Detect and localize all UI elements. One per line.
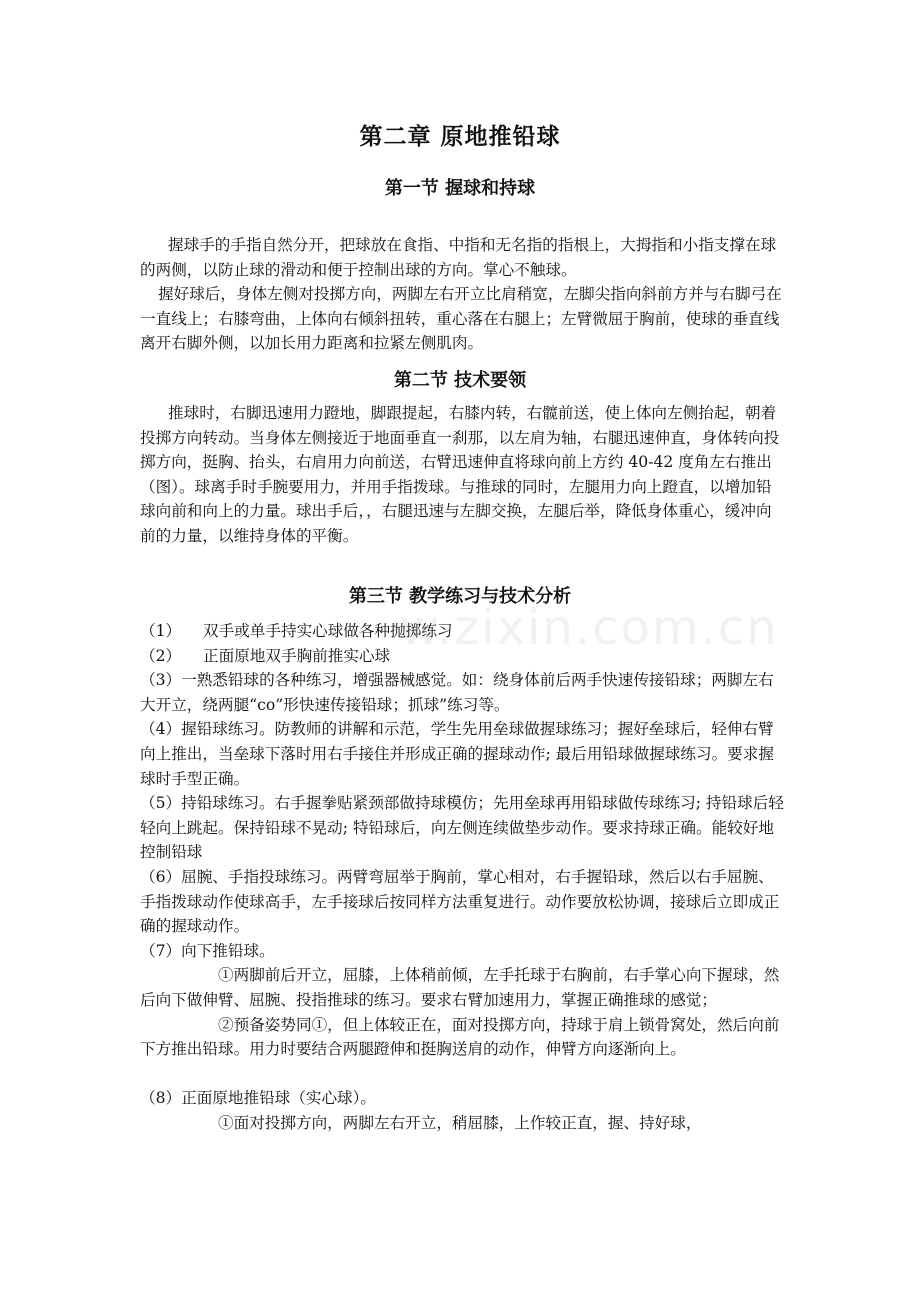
paragraph: （8）正面原地推铅球（实心球）。 [140, 1089, 377, 1108]
list-text: 双手或单手持实心球做各种抛掷练习 [203, 622, 453, 640]
section-heading-2: 第二节 技术要领 [393, 370, 527, 391]
paragraph: ①面对投掷方向，两脚左右开立，稍屈膝，上作较正直，握、持好球， [218, 1113, 702, 1132]
section2-body [140, 401, 785, 549]
paragraph: ②预备姿势同①，但上体较正在，面对投掷方向，持球于肩上锁骨窝处，然后向前下方推出铅球。用力时要结合两腿蹬伸和挺胸送肩的动作，伸臂方向逐渐向上。 [140, 1015, 780, 1059]
list-number: （2） [140, 646, 182, 665]
paragraph: 握好球后，身体左侧对投掷方向，两脚左右开立比肩稍宽，左脚尖指向斜前方并与右脚弓在一直线上；右膝弯曲，上体向右倾斜扭转，重心落在右腿上；左臂微屈于胸前，使球的垂直线离开右脚外侧，以加长用力距离和拉紧左侧肌肉。 [140, 285, 782, 353]
list-text: 正面原地双手胸前推实心球 [203, 646, 391, 665]
paragraph: （7）向下推铅球。 [140, 941, 275, 960]
paragraph: 推球时，右脚迅速用力蹬地，脚跟提起，右膝内转，右髋前送，使上体向左侧抬起，朝着投掷方向转动。当身体左侧接近于地面垂直一刹那，以左肩为轴，右腿迅速伸直，身体转向投掷方向，挺胸、抬头，右肩用力向前送，右臂迅速伸直将球向前上方约 40-42 度角左右推出（图）。球离手时手腕要用力，并用手指拨球。与推球的同时，左腿用力向上蹬直，以增加铅球向前和向上的力量。球出手后，，右腿迅速与左脚交换，左腿后举，降低身体重心，缓冲向前的力量，以维持身体的平衡。 [140, 404, 780, 545]
paragraph: （6）屈腕、手指投球练习。两臂弯屈举于胸前，掌心相对，右手握铅球，然后以右手屈腕、手指拨球动作使球高手，左手接球后按同样方法重复进行。动作要放松协调，接球后立即成正确的握球动作。 [140, 867, 780, 936]
paragraph: （4）握铅球练习。防教师的讲解和示范，学生先用垒球做握球练习；握好垒球后，轻伸右臂向上推出，当垒球下落时用右手接住并形成正确的握球动作; 最后用铅球做握球练习。要求握球时手型正确。 [140, 720, 774, 788]
section-heading-3: 第三节 教学练习与技术分析 [348, 586, 572, 607]
section3-body [140, 619, 785, 1135]
section1-body [140, 233, 785, 356]
paragraph: 握球手的手指自然分开，把球放在食指、中指和无名指的指根上，大拇指和小指支撑在球的两侧，以防止球的滑动和便于控制出球的方向。掌心不触球。 [140, 236, 777, 279]
paragraph: （5）持铅球练习。右手握拳贴紧颈部做持球模仿；先用垒球再用铅球做传球练习; 持铅球后轻轻向上跳起。保持铅球不晃动; 特铅球后，向左侧连续做垫步动作。要求持球正确。能较好地控制铅球 [140, 794, 784, 862]
paragraph: ①两脚前后开立，屈膝，上体稍前倾，左手托球于右胸前，右手掌心向下握球，然后向下做伸臂、屈腕、投指推球的练习。要求右臂加速用力，掌握正确推球的感觉； [140, 966, 780, 1009]
chapter-title: 第二章 原地推铅球 [359, 124, 561, 150]
paragraph: （3）一熟悉铅球的各种练习，增强器械感觉。如：绕身体前后两手快速传接铅球；两脚左右大开立，绕两腿“co”形快速传接铅球；抓球”练习等。 [140, 671, 774, 714]
list-number: （1） [140, 622, 182, 640]
section-heading-1: 第一节 握球和持球 [384, 178, 536, 199]
watermark: w.zixin.com.cn [400, 600, 779, 656]
